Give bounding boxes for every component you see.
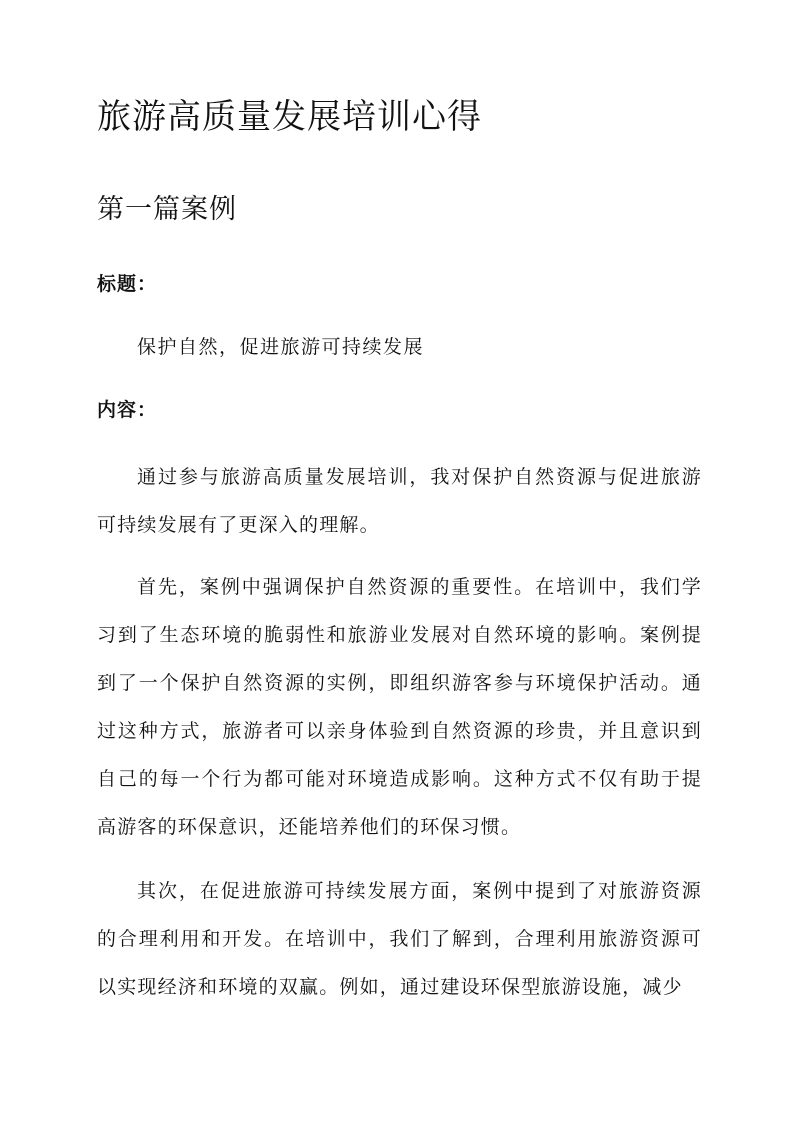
title-label: 标题： (97, 273, 158, 295)
section-heading: 第一篇案例 (97, 194, 237, 225)
paragraph-2: 首先，案例中强调保护自然资源的重要性。在培训中，我们学习到了生态环境的脆弱性和旅游业发展对自然环境的影响。案例提到了一个保护自然资源的实例，即组织游客参与环境保护活动。通过这种方式，旅游者可以亲身体验到自然资源的珍贵，并且意识到自己的每一个行为都可能对环境造成影响。这种方式不仅有助于提高游客的环保意识，还能培养他们的环保习惯。 (97, 576, 702, 838)
document-title: 旅游高质量发展培训心得 (97, 97, 482, 137)
content-label: 内容： (97, 399, 158, 421)
paragraph-3: 其次，在促进旅游可持续发展方面，案例中提到了对旅游资源的合理利用和开发。在培训中，我们了解到，合理利用旅游资源可以实现经济和环境的双赢。例如，通过建设环保型旅游设施，减少 (97, 880, 702, 998)
case-title: 保护自然，促进旅游可持续发展 (137, 336, 425, 358)
paragraph-1: 通过参与旅游高质量发展培训，我对保护自然资源与促进旅游可持续发展有了更深入的理解。 (97, 466, 702, 536)
